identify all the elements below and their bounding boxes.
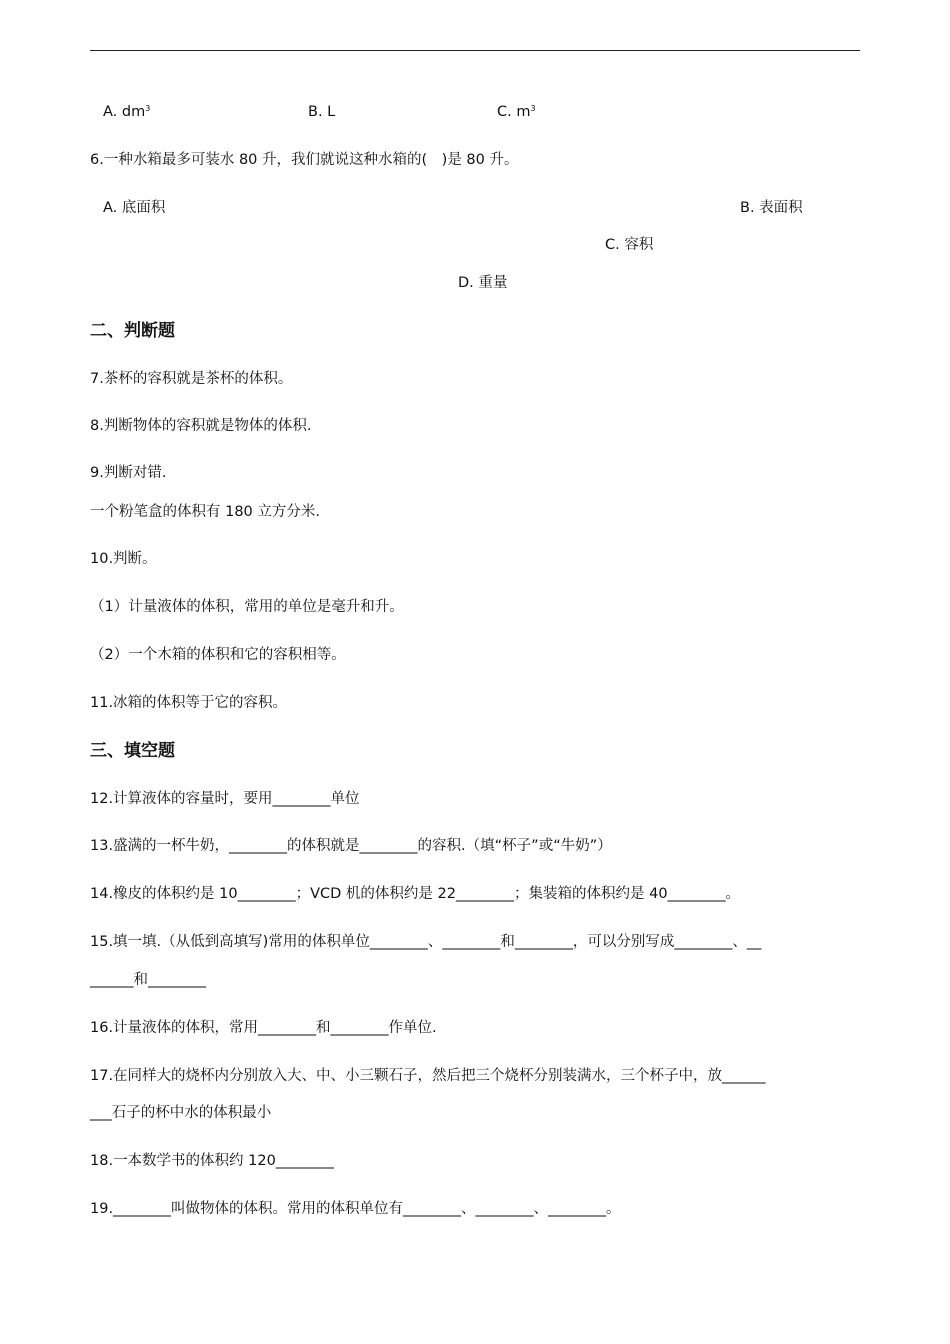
q9-line-1: 9.判断对错.	[90, 465, 167, 481]
q17-line-1: 17.在同样大的烧杯内分别放入大、中、小三颗石子，然后把三个烧杯分别装满水，三个杯子中，放______	[90, 1068, 766, 1084]
q12: 12.计算液体的容量时，要用________单位	[90, 791, 360, 807]
q18: 18.一本数学书的体积约 120________	[90, 1153, 334, 1169]
q5-option-a	[103, 102, 150, 122]
section-2-title: 二、判断题	[90, 321, 175, 341]
q6-option-b: B. 表面积	[740, 200, 803, 216]
q8: 8.判断物体的容积就是物体的体积.	[90, 418, 312, 434]
q5-option-c	[497, 102, 536, 122]
q14: 14.橡皮的体积约是 10________；VCD 机的体积约是 22________；集装箱的体积约是 40________。	[90, 886, 741, 902]
q6-stem: 6.一种水箱最多可装水 80 升，我们就说这种水箱的( )是 80 升。	[90, 152, 519, 168]
q16: 16.计量液体的体积，常用________和________作单位.	[90, 1020, 437, 1036]
q5-option-c-superscript: 3	[530, 104, 536, 113]
section-3-title: 三、填空题	[90, 741, 175, 761]
q10-part-2: （2）一个木箱的体积和它的容积相等。	[90, 647, 346, 663]
q5-option-b: B. L	[308, 104, 336, 120]
q13: 13.盛满的一杯牛奶，________的体积就是________的容积.（填“杯子”或“牛奶”）	[90, 838, 612, 854]
q17-line-2: ___石子的杯中水的体积最小	[90, 1105, 272, 1121]
q5-option-a-superscript: 3	[145, 104, 151, 113]
q11: 11.冰箱的体积等于它的容积。	[90, 695, 288, 711]
header-rule	[90, 50, 860, 51]
q10-part-1: （1）计量液体的体积，常用的单位是毫升和升。	[90, 599, 404, 615]
q9-line-2: 一个粉笔盒的体积有 180 立方分米.	[90, 504, 321, 520]
q15-line-1: 15.填一填.（从低到高填写)常用的体积单位________、________和________，可以分别写成________、__	[90, 934, 762, 950]
q5-option-a-text: A. dm	[103, 104, 146, 120]
q10: 10.判断。	[90, 551, 157, 567]
q6-option-c: C. 容积	[605, 237, 654, 253]
q7: 7.茶杯的容积就是茶杯的体积。	[90, 371, 293, 387]
q15-line-2: ______和________	[90, 972, 206, 988]
q6-option-d: D. 重量	[458, 275, 508, 291]
q5-option-c-text: C. m	[497, 104, 531, 120]
q19: 19.________叫做物体的体积。常用的体积单位有________、________、________。	[90, 1201, 621, 1217]
q6-option-a: A. 底面积	[103, 200, 166, 216]
